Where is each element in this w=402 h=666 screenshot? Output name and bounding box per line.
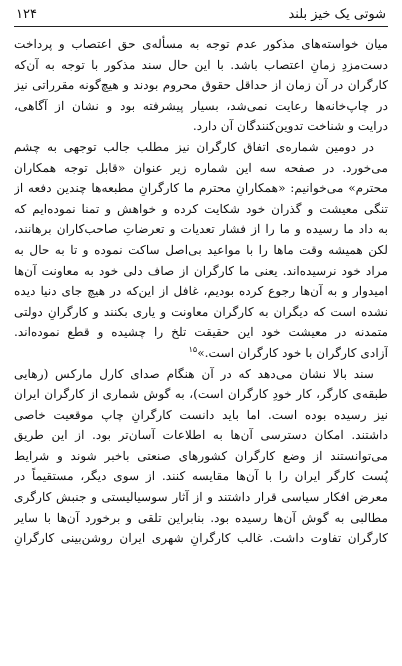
text-line (14, 343, 388, 364)
text-line: کارگران تفاوت داشت. غالب کارگرانِ شهری ایران روشن‌بینی کارگرانِ (14, 531, 388, 546)
paragraph (14, 34, 388, 137)
text-line: طبقه‌ی کارگر، کار خودِ کارگران است)، به گوش شماری از کارگران ایران (14, 387, 388, 402)
page-number: ۱۲۴ (16, 6, 37, 22)
text-line: به داد ما رسیده و ما را از فشار تعدیات و تعرضاتِ صاحب‌کاران برهانند، (14, 222, 388, 237)
page-header (16, 4, 386, 24)
text-line: پُست کارگر ایران را با آن‌ها مقایسه کنند. از سوی دیگر، مستقیماً در (14, 469, 388, 484)
text-line: امیدوار و به آن‌ها رجوع کرده بودیم، غافل از این‌که در هیچ جای دنیا دیده (14, 284, 388, 299)
text-line: محترم» می‌خوانیم: «همکارانِ محترم ما کارگرانِ مطبعه‌ها چندین دفعه از (14, 181, 388, 196)
text-line: مراد خود نرسیده‌اند. یعنی ما کارگران از صاف دلی خود به معاونت آن‌ها (14, 263, 388, 278)
running-title: شوتی یک خیز بلند (288, 6, 386, 22)
header-rule (14, 26, 388, 27)
text-line: کارگران در آن زمان از حداقل حقوق محروم بودند و هیچ‌گونه مقرراتی نیز (14, 78, 388, 93)
paragraph (14, 137, 388, 364)
text-line: می‌خورد. در صفحه سه این شماره زیر عنوان «قابل توجه همکاران (14, 160, 388, 175)
text-line: می‌توانستند از وضع کارگران کشورهای صنعتی باخبر شوند و شرایط (14, 448, 388, 463)
text-line: داشتند. امکان دسترسی آن‌ها به اطلاعات آسان‌تر بود. از این طریق (14, 428, 388, 443)
text-line: میان خواسته‌های مذکور عدم توجه به مسأله‌ی حق اعتصاب و پرداخت (14, 37, 388, 51)
text-line: نشده است که دیگران به کارگران معاونت و یاری بکنند و کارگرانِ دولتی (14, 304, 388, 319)
text-line: مطالبی به گوش آن‌ها رسیده بود. بنابراین تلقی و برخورد آن‌ها با سایر (14, 510, 388, 525)
text-line: سند بالا نشان می‌دهد که در آن هنگام صدای کارل مارکس (رهایی (14, 366, 374, 381)
paragraph (14, 364, 388, 549)
text-line: در چاپ‌خانه‌ها رعایت نمی‌شد، بسیار پیشرفته بود و نشان از آگاهی، (14, 98, 388, 113)
footnote-mark: ۱۵ (188, 344, 198, 354)
text-line-content: آزادی کارگران با خود کارگران است.» (197, 345, 388, 360)
text-line: تنگی معیشت و گذران خود شکایت کرده و خواهش و تمنا نموده‌ایم که (14, 201, 388, 216)
text-line: دست‌مزدِ زمانِ اعتصاب باشد. با این حال سند مذکور با توجه به آن‌که (14, 57, 388, 72)
text-line: در دومین شماره‌ی اتفاق کارگران نیز مطلب جالب توجهی به چشم (14, 139, 374, 154)
text-line: درایت و شناخت تدوین‌کنندگان آن دارد. (192, 119, 388, 134)
text-line: متمدنه در معیشت خود این حقیقت تلخ را چشیده و قطع نموده‌اند. (14, 325, 388, 340)
text-line: معرض افکار سیاسی قرار داشتند و از آثار سوسیالیستی و جنبش کارگری (14, 490, 388, 505)
text-line: نیز رسیده بوده است. اما باید دانست کارگرانِ چاپ موقعیت خاصی (14, 407, 388, 422)
page-body (14, 34, 388, 549)
text-line: لکن همیشه وقت ماها را با مواعید بی‌اصل ساکت نموده و تا به حال به (14, 242, 388, 257)
